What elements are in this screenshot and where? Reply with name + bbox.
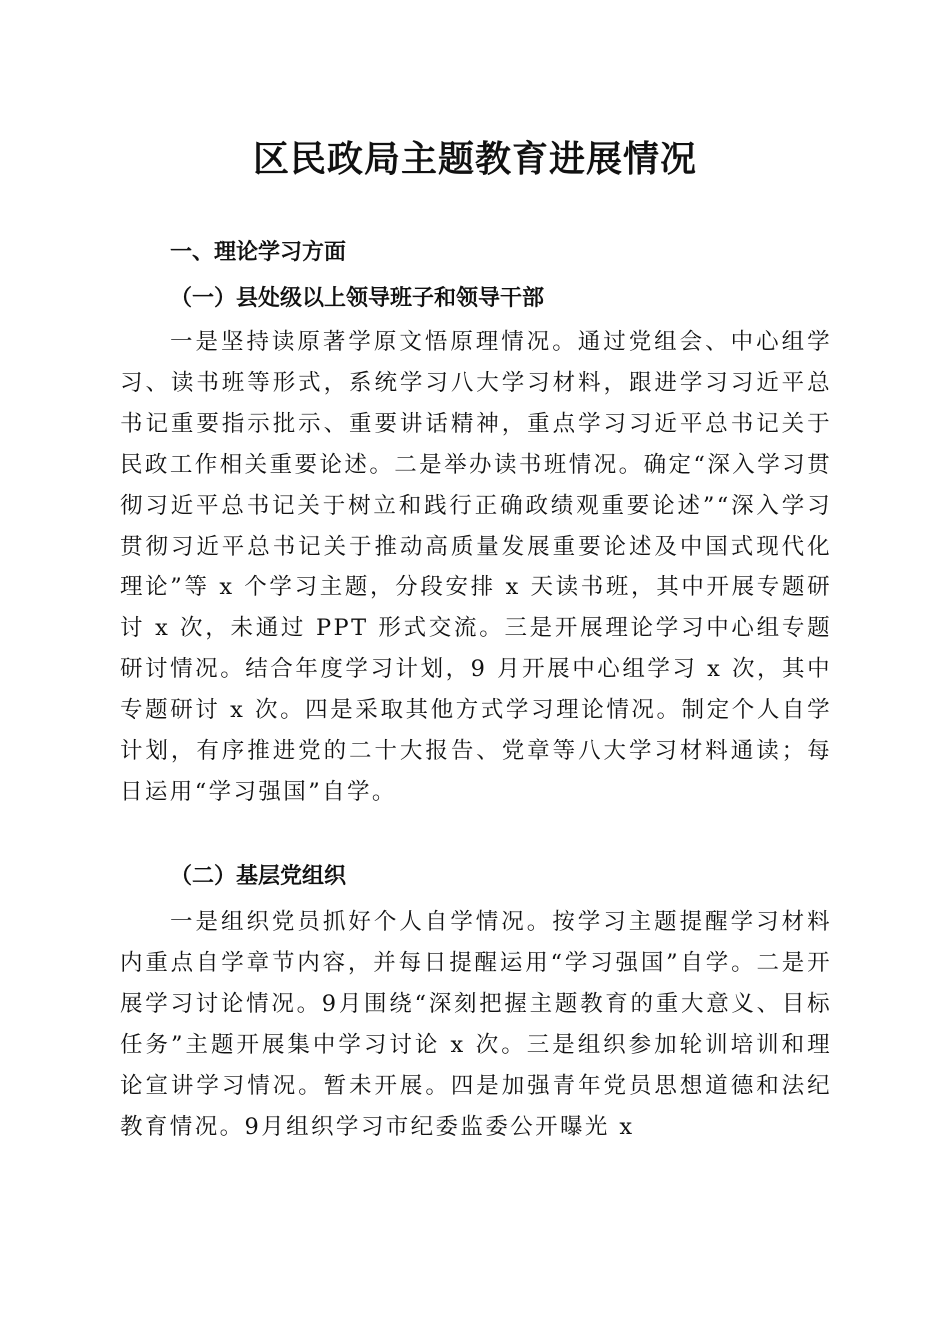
subsection-heading-leadership: （一）县处级以上领导班子和领导干部: [170, 286, 545, 311]
paragraph-lead-leadership: 一是坚持读原著学原文悟原理情况。: [170, 329, 578, 355]
paragraph-leadership: [120, 322, 832, 813]
document-title: 区民政局主题教育进展情况: [252, 138, 697, 180]
paragraph-text-leadership: 通过党组会、中心组学习、读书班等形式，系统学习八大学习材料，跟进学习习近平总书记重要指示批示、重要讲话精神，重点学习习近平总书记关于民政工作相关重要论述。二是举办读书班情况。确定“深入学习贯彻习近平总书记关于树立和践行正确政绩观重要论述”“深入学习贯彻习近平总书记关于推动高质量发展重要论述及中国式现代化理论”等 x 个学习主题，分段安排 x 天读书班，其中开展专题研讨 x 次，未通过 PPT 形式交流。三是开展理论学习中心组专题研讨情况。结合年度学习计划，9 月开展中心组学习 x 次，其中专题研讨 x 次。四是采取其他方式学习理论情况。制定个人自学计划，有序推进党的二十大报告、党章等八大学习材料通读；每日运用“学习强国”自学。: [120, 329, 832, 805]
paragraph-text-grassroots: 按学习主题提醒学习材料内重点自学章节内容，并每日提醒运用“学习强国”自学。二是开展学习讨论情况。9月围绕“深刻把握主题教育的重大意义、目标任务”主题开展集中学习讨论 x 次。三是组织参加轮训培训和理论宣讲学习情况。暂未开展。四是加强青年党员思想道德和法纪教育情况。9月组织学习市纪委监委公开曝光 x: [120, 909, 832, 1140]
paragraph-grassroots: [120, 902, 832, 1147]
section-heading-theory-study: 一、理论学习方面: [170, 240, 347, 265]
subsection-heading-grassroots: （二）基层党组织: [170, 864, 347, 889]
paragraph-lead-grassroots: 一是组织党员抓好个人自学情况。: [170, 909, 553, 935]
